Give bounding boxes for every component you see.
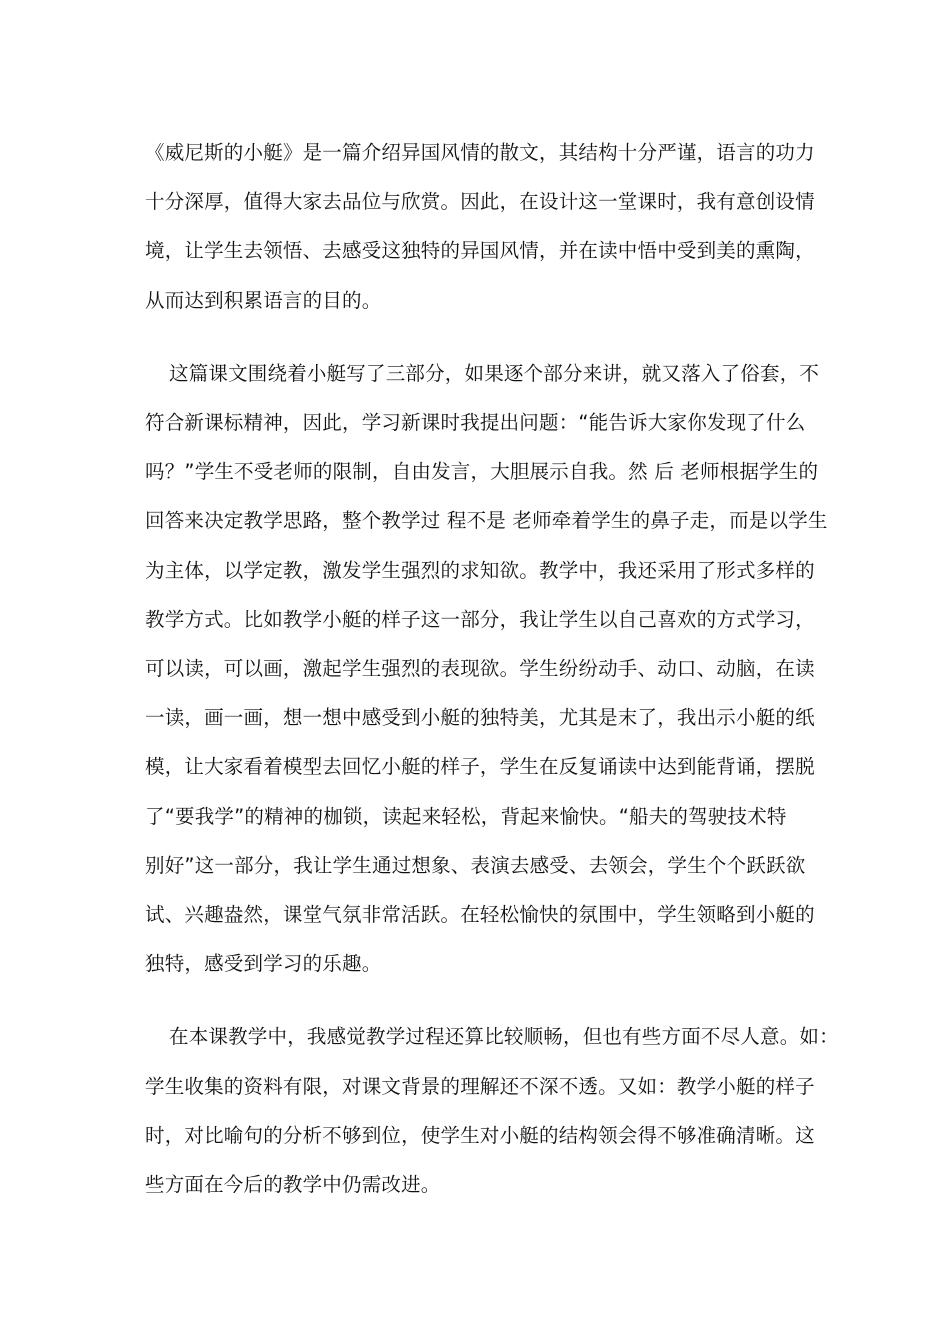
text-line: 教学方式。比如教学小艇的样子这一部分，我让学生以自己喜欢的方式学习， — [145, 607, 815, 631]
text-line: 时，对比喻句的分析不够到位，使学生对小艇的结构领会得不够准确清晰。这 — [145, 1123, 815, 1147]
text-line: 试、兴趣盎然，课堂气氛非常活跃。在轻松愉快的氛围中，学生领略到小艇的 — [145, 903, 815, 927]
text-line: 在本课教学中，我感觉教学过程还算比较顺畅，但也有些方面不尽人意。如： — [169, 1025, 839, 1049]
text-line: 境，让学生去领悟、去感受这独特的异国风情，并在读中悟中受到美的熏陶， — [145, 239, 815, 263]
paragraph-gap — [145, 325, 815, 349]
text-line: 回答来决定教学思路，整个教学过 程不是 老师牵着学生的鼻子走，而是以学生 — [145, 509, 828, 533]
paragraph-gap — [145, 988, 815, 1012]
document-body — [145, 128, 839, 1209]
text-line: 一读，画一画，想一想中感受到小艇的独特美，尤其是末了，我出示小艇的纸 — [145, 706, 815, 730]
text-line: 模，让大家看着模型去回忆小艇的样子，学生在反复诵读中达到能背诵，摆脱 — [145, 755, 815, 779]
paragraph-3 — [145, 1012, 839, 1209]
text-line: 别好”这一部分，我让学生通过想象、表演去感受、去领会，学生个个跃跃欲 — [145, 853, 806, 877]
text-line: 些方面在今后的教学中仍需改进。 — [145, 1173, 441, 1197]
text-line: 学生收集的资料有限，对课文背景的理解还不深不透。又如：教学小艇的样子 — [145, 1074, 815, 1098]
text-line: 符合新课标精神，因此，学习新课时我提出问题：“能告诉大家你发现了什么 — [145, 411, 806, 435]
text-line: 吗？”学生不受老师的限制，自由发言，大胆展示自我。然 后 老师根据学生的 — [145, 460, 819, 484]
text-line: 了“要我学”的精神的枷锁，读起来轻松，背起来愉快。“船夫的驾驶技术特 — [145, 804, 787, 828]
text-line: 十分深厚，值得大家去品位与欣赏。因此，在设计这一堂课时，我有意创设情 — [145, 190, 815, 214]
paragraph-2 — [145, 349, 828, 989]
text-line: 《威尼斯的小艇》是一篇介绍异国风情的散文，其结构十分严谨，语言的功力 — [145, 141, 815, 164]
text-line: 这篇课文围绕着小艇写了三部分，如果逐个部分来讲，就又落入了俗套，不 — [169, 361, 820, 385]
paragraph-1 — [145, 128, 815, 325]
text-line: 独特，感受到学习的乐趣。 — [145, 952, 382, 976]
text-line: 从而达到积累语言的目的。 — [145, 288, 382, 312]
text-line: 可以读，可以画，激起学生强烈的表现欲。学生纷纷动手、动口、动脑，在读 — [145, 657, 815, 681]
text-line: 为主体，以学定教，激发学生强烈的求知欲。教学中，我还采用了形式多样的 — [145, 558, 815, 582]
